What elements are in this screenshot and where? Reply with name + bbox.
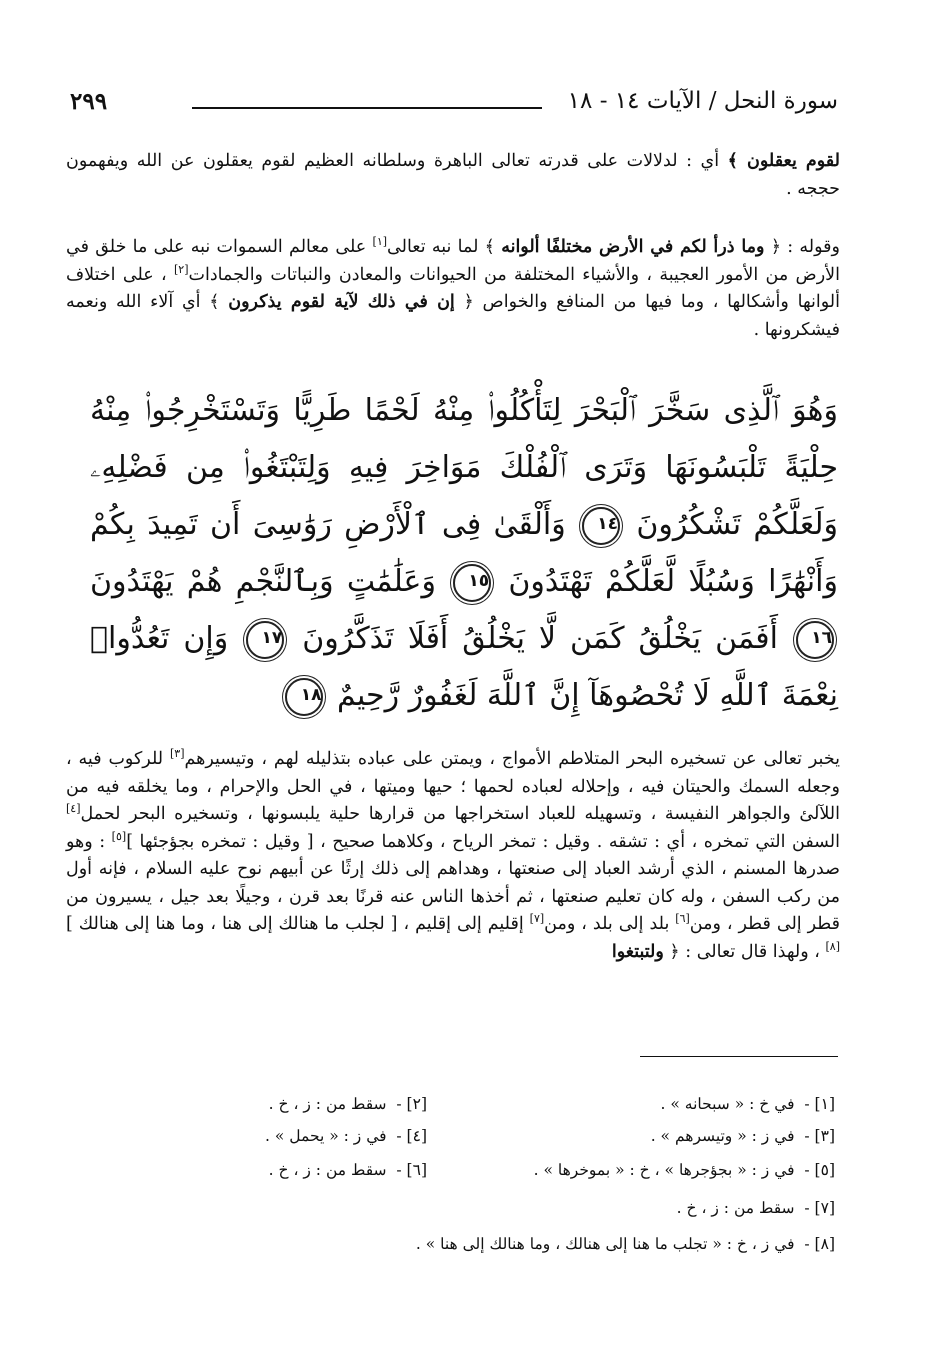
footnote-number: [١] - [804,1095,835,1113]
paragraph-3 [66,746,840,966]
footnote-text: سقط من : ز ، خ . [268,1161,387,1179]
footnote-ref[interactable]: [٢] [173,262,189,276]
paragraph-text: بلد إلى بلد ، ومن [544,914,676,934]
verse-number-marker: ١٨ [285,678,323,716]
footnote-4 [265,1126,427,1146]
footnote-ref[interactable]: [١] [372,235,388,249]
footnote-text: سقط من : ز ، خ . [676,1199,795,1217]
verse-text: وَأَلْقَىٰ فِى ٱلْأَرْضِ رَوَٰسِىَ أَن تَمِيدَ بِكُمْ وَأَنْهَٰرًا وَسُبُلًا لَّعَلَّكُمْ تَهْتَدُونَ [90,507,838,599]
page-header [70,88,838,124]
footnote-8 [416,1234,835,1254]
verse-text: أَفَمَن يَخْلُقُ كَمَن لَّا يَخْلُقُ أَفَلَا تَذَكَّرُونَ [302,621,778,656]
footnote-1 [661,1094,836,1114]
footnote-number: [٣] - [804,1127,835,1145]
footnote-ref[interactable]: [٤] [66,802,81,816]
quran-quote: إن في ذلك لآية لقوم يذكرون [228,292,455,312]
paragraph-text: يخبر تعالى عن تسخيره البحر المتلاطم الأمواج ، ويمتن على عباده بتذليله لهم ، وتيسيرهم [184,749,841,769]
footnote-text: في ز : « وتيسرهم » . [650,1127,795,1145]
verse-number-marker: ١٤ [582,507,620,545]
verse-text: وَإِن تَعُدُّوا۟ نِعْمَةَ ٱللَّهِ لَا تُحْصُوهَآ إِنَّ ٱللَّهَ لَغَفُورٌ رَّحِيمٌ [90,621,838,713]
footnote-number: [٦] - [396,1161,427,1179]
footnote-3 [651,1126,835,1146]
paragraph-1 [66,148,840,203]
footnote-text: في خ : « سبحانه » . [660,1095,795,1113]
footnote-6 [269,1160,427,1180]
footnote-7 [677,1198,835,1218]
verse-text: وَهُوَ ٱلَّذِى سَخَّرَ ٱلْبَحْرَ لِتَأْكُلُوا۟ مِنْهُ لَحْمًا طَرِيًّا وَتَسْتَخْرِجُوا۟ مِنْهُ حِلْيَةً تَلْبَسُونَهَا وَتَرَى ٱلْفُلْكَ مَوَاخِرَ فِيهِ وَلِتَبْتَغُوا۟ مِن فَضْلِهِۦ وَلَعَلَّكُمْ تَشْكُرُونَ [90,393,838,542]
header-rule [192,107,542,109]
footnote-ref[interactable]: [٧] [529,912,545,926]
verse-number-marker: ١٧ [246,621,284,659]
footnote-ref[interactable]: [٦] [675,912,690,926]
verse-number-marker: ١٦ [796,621,834,659]
paragraph-text: ، على اختلاف ألوانها وأشكالها ، وما فيها من المنافع والخواص ﴿ [66,264,840,312]
footnote-number: [٥] - [804,1161,835,1179]
paragraph-text: وقوله : ﴿ [764,237,840,257]
footnote-5 [534,1160,835,1180]
paragraph-text: للركوب فيه ، وجعله السمك والحيتان فيه ، وإحلاله لعباده لحمها ؛ حيها وميتها ، في الحل والإحرام ، وما يخلقه فيه من اللآلئ والجواهر النفيسة ، وتسهيله للعباد استخراجها من قرارها حلية يلبسونها ، وتسخيره البحر لحمل [66,749,840,824]
footnote-separator [640,1056,838,1057]
bold-phrase: لقوم يعقلون ﴾ [727,151,840,171]
footnote-number: [٢] - [396,1095,427,1113]
paragraph-text: ﴾ أي آلاء الله ونعمه فيشكرونها . [66,292,840,340]
footnote-ref[interactable]: [٥] [111,829,127,843]
footnote-text: في ز : « يحمل » . [265,1127,387,1145]
paragraph-text: أي : لدلالات على قدرته تعالى الباهرة وسلطانه العظيم لقوم يعقلون عن الله ويفهمون حججه . [66,151,840,199]
footnote-text: سقط من : ز ، خ . [268,1095,387,1113]
footnote-ref[interactable]: [٣] [169,747,185,761]
quran-verses [90,382,838,724]
footnote-text: في ز : « بجؤجرها » ، خ : « بموخرها » . [533,1161,795,1179]
paragraph-text: إقليم إلى إقليم ، [ لجلب ما هنالك إلى هنا ، وما هنا إلى هنالك ] [66,914,530,934]
footnote-text: في ز ، خ : « تجلب ما هنا إلى هنالك ، وما هنالك إلى هنا » . [415,1235,795,1253]
paragraph-text: ﴾ لما نبه تعالى [387,237,502,257]
paragraph-text: : وهو صدرها المسنم ، الذي أرشد العباد إلى صنعتها ، وهداهم إلى ذلك إرثًا عن أبيهم نوح عليه السلام ، فإنه أول من ركب السفن ، وله كان تعليم صنعتها ، ثم أخذها الناس عنه قرنًا بعد قرن ، وجيلًا بعد جيل ، يسيرون من قطر إلى قطر ، ومن [66,831,840,934]
footnote-number: [٨] - [804,1235,835,1253]
verse-text: وَعَلَٰمَٰتٍ وَبِٱلنَّجْمِ هُمْ يَهْتَدُونَ [90,564,436,599]
footnote-number: [٤] - [396,1127,427,1145]
paragraph-text: السفن التي تمخره ، أي : تشقه . وقيل : تمخر الرياح ، وكلاهما صحيح ، [ وقيل : تمخره بجؤجئها ] [126,831,840,852]
paragraph-2 [66,234,840,344]
paragraph-text: على معالم السموات نبه على ما خلق في الأرض من الأمور العجيبة ، والأشياء المختلفة من الحيوانات والمعادن والنباتات والجمادات [66,237,841,285]
footnote-number: [٧] - [804,1199,835,1217]
quran-quote: وما ذرأ لكم في الأرض مختلفًا ألوانه [501,237,765,257]
quran-quote: ولتبتغوا [611,941,664,962]
verse-number-marker: ١٥ [453,564,491,602]
paragraph-text: ، ولهذا قال تعالى : ﴿ [663,941,826,962]
running-title: سورة النحل / الآيات ١٤ - ١٨ [567,88,838,114]
footnote-ref[interactable]: [٨] [825,939,840,953]
footnote-2 [269,1094,427,1114]
page-number: ٢٩٩ [70,88,108,115]
